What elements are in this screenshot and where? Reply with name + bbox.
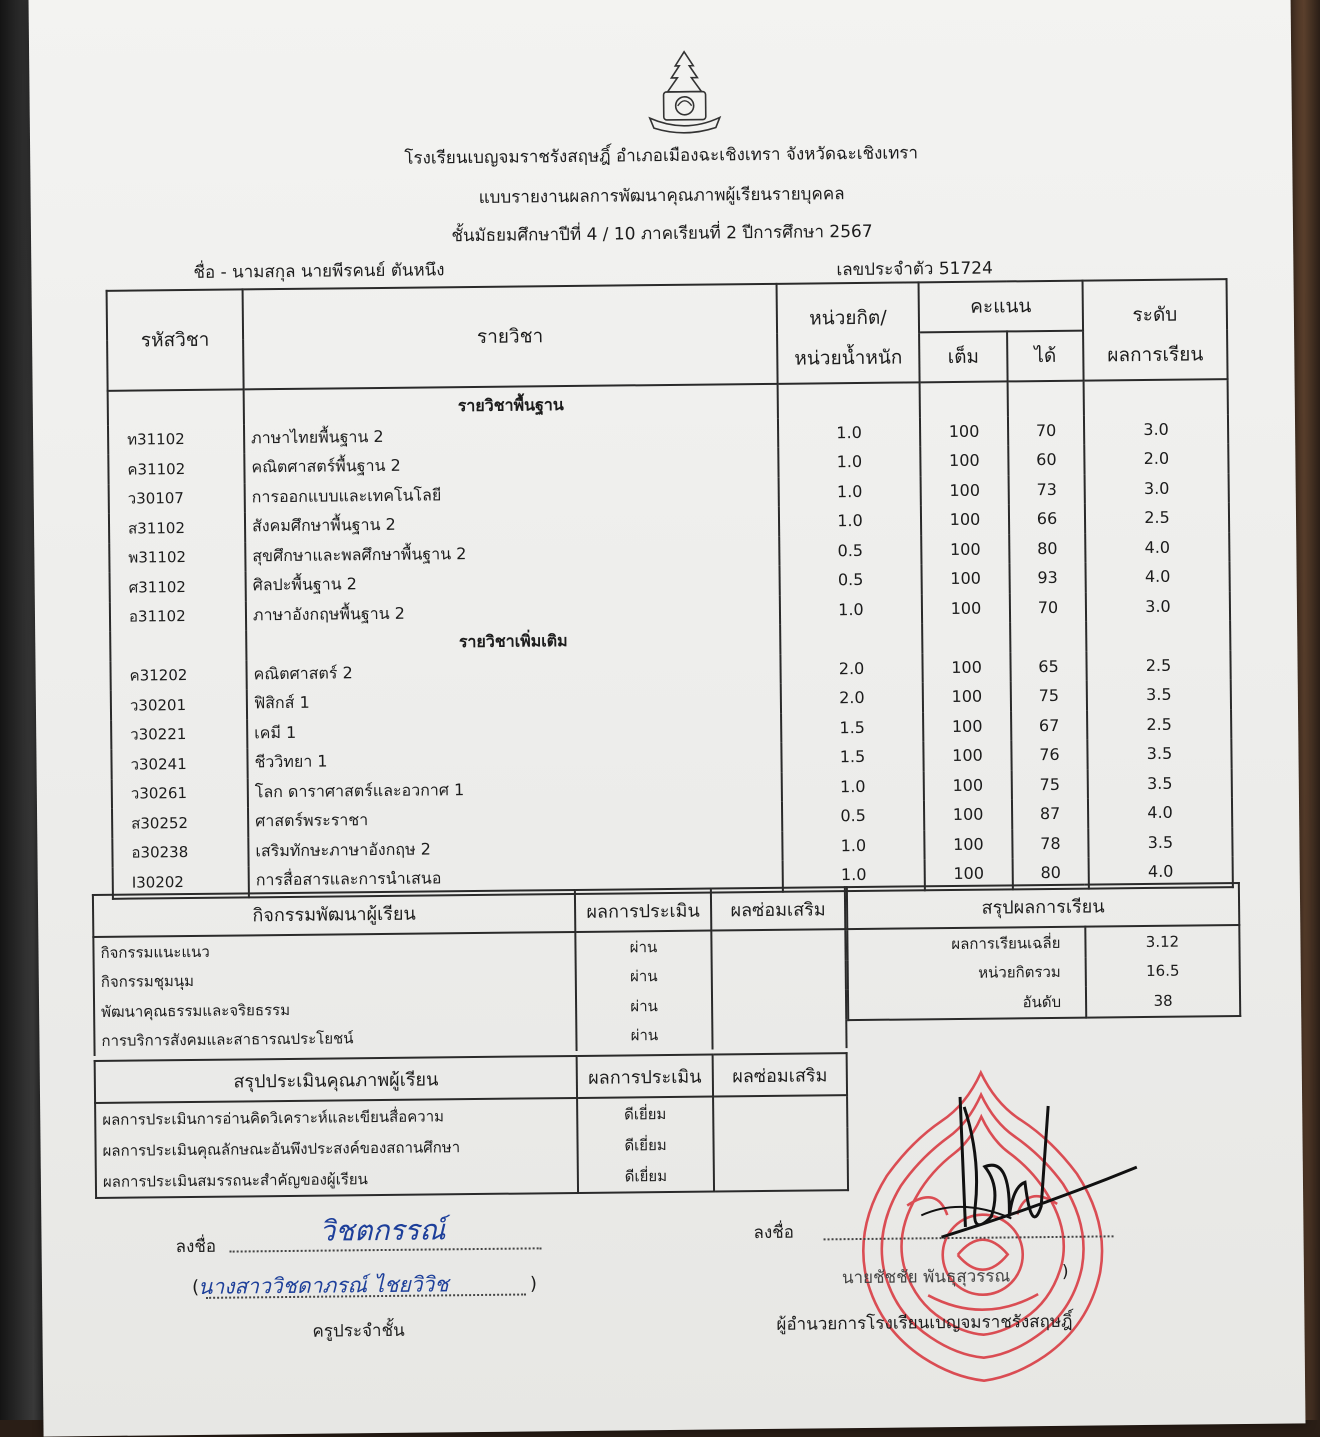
activities-result-header: ผลการประเมิน [575,889,711,932]
got-score: 80 [1009,533,1085,563]
subject-name: ชีววิทยา 1 [247,743,781,778]
activity-name: กิจกรรมแนะแนว [93,932,575,968]
subject-name: สุขศึกษาและพลศึกษาพื้นฐาน 2 [245,536,779,571]
quality-name: ผลการประเมินคุณลักษณะอันพึงประสงค์ของสถานศึกษา [95,1130,577,1166]
subject-name: ภาษาไทยพื้นฐาน 2 [244,418,778,453]
credit: 1.0 [779,476,921,507]
grade: 3.0 [1084,414,1228,445]
got-score: 76 [1011,740,1087,770]
quality-result: ดีเยี่ยม [577,1097,713,1130]
credit: 1.0 [782,771,924,802]
credit: 0.5 [779,564,921,595]
activity-name: การบริการสังคมและสาธารณประโยชน์ [94,1021,576,1056]
subject-code: ว30241 [111,748,247,779]
director-role: ผู้อำนวยการโรงเรียนเบญจมราชรังสฤษฎิ์ [776,1311,1073,1335]
subject-name: คณิตศาสตร์ 2 [246,654,780,689]
activity-name: พัฒนาคุณธรรมและจริยธรรม [94,992,576,1027]
full-score: 100 [923,681,1011,711]
activity-result: ผ่าน [576,1020,712,1051]
activity-result: ผ่าน [576,961,712,992]
col-code-header: รหัสวิชา [107,289,244,390]
grade-table [106,278,1234,899]
quality-name: ผลการประเมินการอ่านคิดวิเคราะห์และเขียนสื่อความ [95,1098,577,1135]
subject-code: I30202 [113,866,249,898]
grade: 3.5 [1087,679,1231,710]
credit: 1.0 [778,446,920,477]
got-score: 60 [1008,445,1084,475]
got-score: 67 [1011,710,1087,740]
quality-result: ดีเยี่ยม [578,1160,714,1193]
subject-code: ท31102 [108,424,244,455]
subject-code: ค31202 [110,660,246,691]
col-got-header: ได้ [1007,331,1084,382]
subject-name: การออกแบบและเทคโนโลยี [245,477,779,512]
subject-code: ว30201 [111,689,247,720]
director-name-close-paren: ) [1061,1261,1069,1282]
col-level-header-2: ผลการเรียน [1083,329,1228,381]
grade: 3.5 [1088,768,1232,799]
credit: 1.0 [779,505,921,536]
school-line: โรงเรียนเบญจมราชรังสฤษฎิ์ อำเภอเมืองฉะเชิงเทรา จังหวัดฉะเชิงเทรา [404,143,919,169]
quality-header: สรุปประเมินคุณภาพผู้เรียน [95,1056,577,1103]
full-score: 100 [921,534,1009,564]
credit: 1.0 [783,859,925,891]
subject-code: ส31102 [109,512,245,543]
col-credit-header-1: หน่วยกิต/ [777,282,920,333]
subject-code: ว30221 [111,719,247,750]
full-score: 100 [921,504,1009,534]
got-score: 87 [1012,799,1088,829]
subject-name: การสื่อสารและการนำเสนอ [249,861,783,897]
grade: 3.5 [1087,738,1231,769]
grade: 3.5 [1088,827,1232,858]
grade: 2.5 [1085,502,1229,533]
credit: 1.0 [782,830,924,861]
subject-name: ฟิสิกส์ 1 [247,684,781,719]
grade: 2.5 [1086,650,1230,681]
col-subject-header: รายวิชา [243,284,778,390]
subject-name: เสริมทักษะภาษาอังกฤษ 2 [248,831,782,866]
got-score: 80 [1013,858,1089,889]
summary-label: ผลการเรียนเฉลี่ย [847,927,1085,960]
full-score: 100 [921,475,1009,505]
col-score-header: คะแนน [919,281,1084,333]
school-emblem-icon [641,47,728,138]
full-score: 100 [921,563,1009,593]
credit: 1.5 [781,741,923,772]
full-score: 100 [924,799,1012,829]
student-id: เลขประจำตัว 51724 [836,258,993,281]
full-score: 100 [920,445,1008,475]
got-score: 70 [1008,415,1084,445]
grade: 4.0 [1089,856,1233,888]
credit: 0.5 [782,800,924,831]
teacher-name-open-paren: ( [191,1276,200,1299]
subject-code: อ31102 [110,601,246,632]
teacher-sign-label: ลงชื่อ [175,1236,217,1258]
activity-result: ผ่าน [575,931,711,963]
got-score: 78 [1012,828,1088,858]
quality-result: ดีเยี่ยม [577,1129,713,1161]
col-credit-header-2: หน่วยน้ำหนัก [777,332,920,383]
report-title: แบบรายงานผลการพัฒนาคุณภาพผู้เรียนรายบุคคล [478,184,845,208]
subject-name: โลก ดาราศาสตร์และอวกาศ 1 [248,772,782,807]
grade: 2.0 [1084,443,1228,474]
section-basic-label: รายวิชาพื้นฐาน [244,384,778,424]
credit: 2.0 [781,682,923,713]
student-name: ชื่อ - นามสกุล นายพีรคนย์ ตันหนึง [193,260,445,283]
class-line: ชั้นมัธยมศึกษาปีที่ 4 / 10 ภาคเรียนที่ 2 ปีการศึกษา 2567 [451,221,873,247]
subject-name: ศาสตร์พระราชา [248,802,782,837]
subject-name: ภาษาอังกฤษพื้นฐาน 2 [246,595,780,630]
summary-row [848,985,1240,1020]
activities-table [92,886,848,1056]
grade: 4.0 [1085,532,1229,563]
summary-table [846,882,1241,1021]
director-name: นายชัชชัย พันธุสุวรรณ [841,1266,1011,1289]
full-score: 100 [924,770,1012,800]
grade: 3.0 [1086,591,1230,622]
activity-name: กิจกรรมชุมนุม [94,962,576,997]
col-level-header-1: ระดับ [1083,279,1228,331]
summary-title: สรุปผลการเรียน [847,883,1239,929]
grade: 3.0 [1085,473,1229,504]
subject-code: พ31102 [109,542,245,573]
subject-code: ส30252 [112,807,248,838]
summary-value: 38 [1086,985,1240,1017]
got-score: 75 [1011,681,1087,711]
subject-code: ค31102 [108,453,244,484]
full-score: 100 [922,652,1010,682]
credit: 1.0 [780,594,922,625]
subject-name: สังคมศึกษาพื้นฐาน 2 [245,507,779,542]
got-score: 93 [1009,563,1085,593]
got-score: 70 [1010,592,1086,622]
got-score: 75 [1012,769,1088,799]
activity-result: ผ่าน [576,991,712,1022]
credit: 0.5 [779,535,921,566]
subject-code: ศ31102 [110,571,246,602]
quality-name: ผลการประเมินสมรรถนะสำคัญของผู้เรียน [96,1161,578,1198]
got-score: 66 [1009,504,1085,534]
quality-repair-header: ผลซ่อมเสริม [713,1053,847,1096]
summary-value: 16.5 [1086,956,1240,987]
teacher-role: ครูประจำชั้น [312,1320,405,1342]
subject-code: อ30238 [112,837,248,868]
teacher-signature: วิชตกรรณ์ [319,1213,446,1248]
got-score: 65 [1010,651,1086,681]
grade: 2.5 [1087,709,1231,740]
subject-code: ว30261 [112,778,248,809]
report-sheet [28,0,1305,1437]
quality-row [96,1158,848,1198]
full-score: 100 [925,858,1013,889]
subject-name: คณิตศาสตร์พื้นฐาน 2 [244,448,778,483]
quality-table [94,1052,849,1199]
full-score: 100 [923,740,1011,770]
subject-name: ศิลปะพื้นฐาน 2 [246,566,780,601]
subject-code: ว30107 [109,483,245,514]
subject-name: เคมี 1 [247,713,781,748]
full-score: 100 [923,711,1011,741]
teacher-name: นางสาววิชดาภรณ์ ไชยวิวิช [197,1272,449,1299]
section-extra-label: รายวิชาเพิ่มเติม [246,625,780,660]
director-signature-icon [900,1085,1142,1258]
full-score: 100 [922,593,1010,623]
director-sign-label: ลงชื่อ [753,1222,795,1244]
summary-row [848,956,1240,990]
col-full-header: เต็ม [919,331,1008,382]
activities-header: กิจกรรมพัฒนาผู้เรียน [93,890,575,937]
teacher-name-close-paren: ) [529,1273,538,1295]
grade: 4.0 [1085,561,1229,592]
summary-row [847,925,1239,960]
credit: 2.0 [780,653,922,684]
summary-value: 3.12 [1085,925,1239,957]
got-score: 73 [1009,474,1085,504]
summary-label: หน่วยกิตรวม [848,957,1086,989]
grade: 4.0 [1088,797,1232,828]
credit: 1.5 [781,712,923,743]
full-score: 100 [920,416,1008,446]
credit: 1.0 [778,417,920,448]
summary-label: อันดับ [848,987,1086,1020]
quality-result-header: ผลการประเมิน [577,1055,713,1098]
full-score: 100 [924,829,1012,859]
activities-repair-header: ผลซ่อมเสริม [711,887,845,930]
